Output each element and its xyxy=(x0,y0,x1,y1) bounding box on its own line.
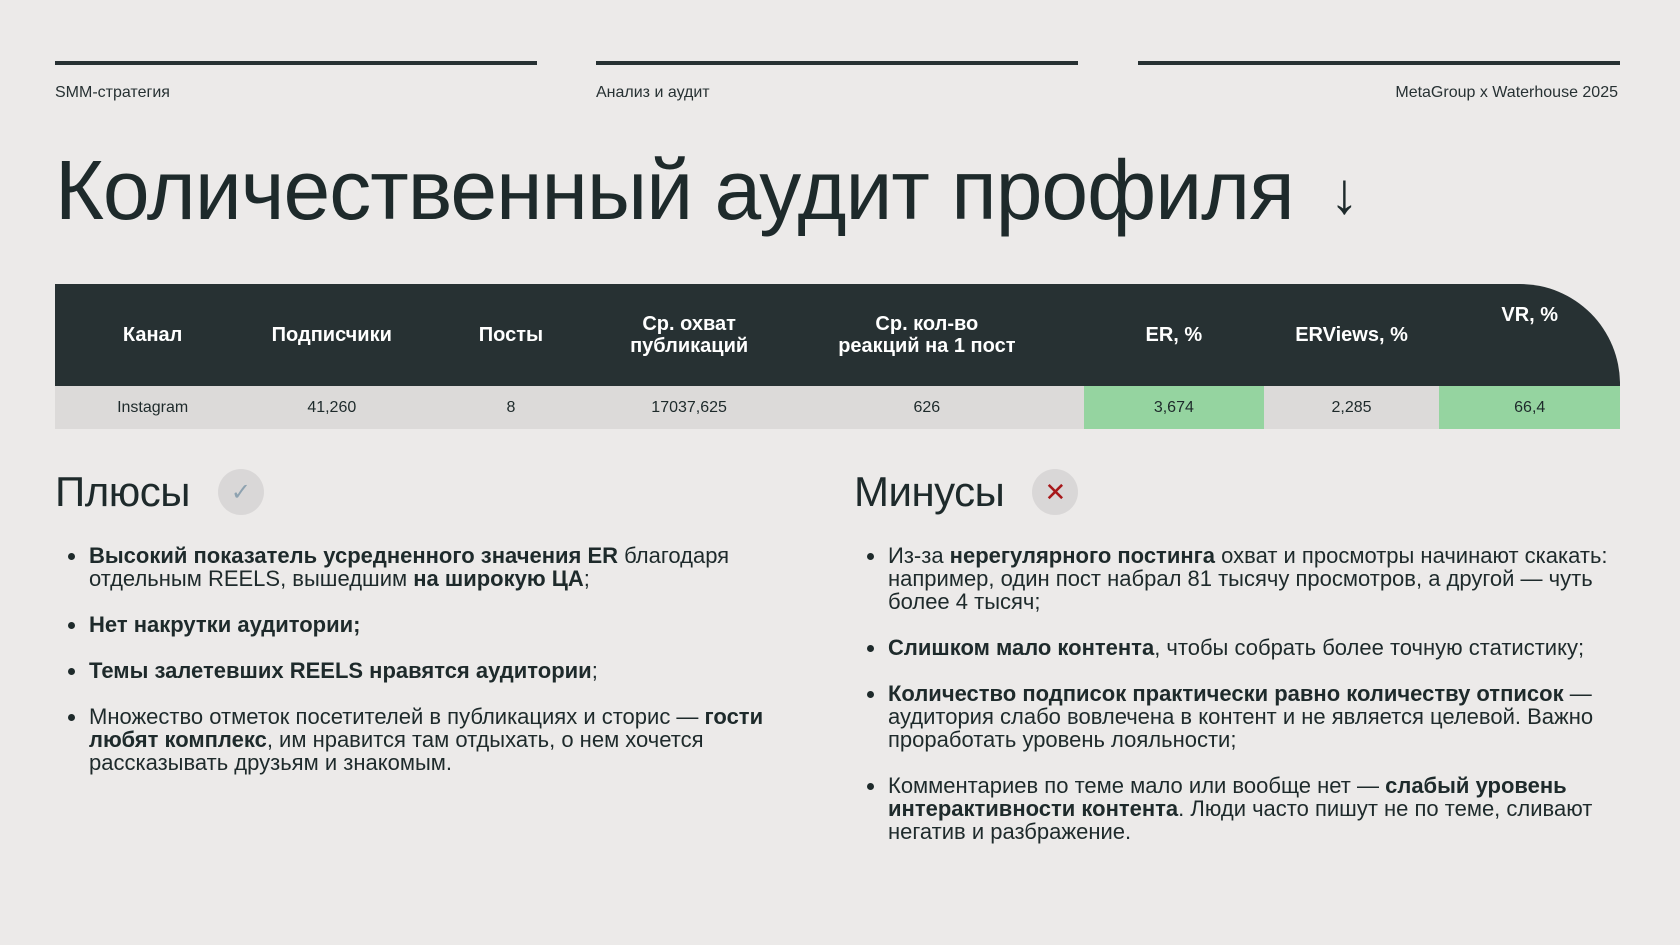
cell-posts: 8 xyxy=(506,398,516,416)
list-item xyxy=(854,636,1644,659)
col-header-subscribers: Подписчики xyxy=(271,324,392,346)
cons-title: Минусы xyxy=(854,468,1005,515)
header-right-label: MetaGroup x Waterhouse 2025 xyxy=(1395,84,1618,101)
list-item xyxy=(854,544,1644,613)
cons-badge xyxy=(1032,469,1078,515)
header-left-label: SMM-стратегия xyxy=(55,84,170,101)
list-item-text: на широкую ЦА xyxy=(413,566,584,591)
list-item-text: гости любят комплекс xyxy=(89,704,764,752)
cell-vr: 66,4 xyxy=(1439,386,1620,429)
list-item-text: Слишком мало контента xyxy=(888,635,1155,660)
pros-header xyxy=(55,468,815,516)
list-item-text: , им нравится там отдыхать, о нем хочется рассказывать друзьям и знакомым. xyxy=(89,727,704,775)
arrow-down-icon: ↓ xyxy=(1329,161,1358,226)
list-item xyxy=(55,544,815,590)
list-item xyxy=(55,659,815,682)
table-row xyxy=(55,386,1620,429)
table-header xyxy=(55,284,1620,386)
col-header-vr: VR, % xyxy=(1501,304,1559,326)
list-item-text: охват и просмотры начинают скакать: например, один пост набрал 81 тысячу просмотров, а другой — чуть более 4 тысяч; xyxy=(888,543,1608,614)
list-item xyxy=(55,613,815,636)
list-item-text: Высокий показатель усредненного значения ER xyxy=(89,543,619,568)
header-center-label: Анализ и аудит xyxy=(596,84,710,101)
cons-section xyxy=(854,468,1644,844)
cons-list xyxy=(854,544,1644,866)
list-item-text: , чтобы собрать более точную статистику; xyxy=(1154,635,1585,660)
page-title xyxy=(55,143,1358,237)
col-header-avg-reach: Ср. охват публикаций xyxy=(630,313,749,357)
cross-icon: ✕ xyxy=(1044,476,1067,507)
cell-channel: Instagram xyxy=(117,398,189,416)
list-item-text: Множество отметок посетителей в публикациях и сторис — xyxy=(89,704,705,729)
list-item-text: — аудитория слабо вовлечена в контент и не является целевой. Важно проработать уровень лояльности; xyxy=(888,681,1594,752)
list-item-text: . Люди часто пишут не по теме, сливают негатив и разбражение. xyxy=(888,796,1593,844)
list-item-text: ; xyxy=(583,566,590,591)
list-item xyxy=(854,774,1644,843)
col-header-channel: Канал xyxy=(122,324,183,346)
col-header-posts: Посты xyxy=(478,324,544,346)
pros-badge xyxy=(218,469,264,515)
list-item-text: Комментариев по теме мало или вообще нет — xyxy=(888,773,1386,798)
col-header-er: ER, % xyxy=(1145,324,1203,346)
page-title-text: Количественный аудит профиля xyxy=(55,143,1294,237)
cell-er: 3,674 xyxy=(1084,386,1264,429)
header-rule-right xyxy=(1138,61,1620,65)
pros-list xyxy=(55,544,815,797)
list-item-text: нерегулярного постинга xyxy=(949,543,1216,568)
pros-section xyxy=(55,468,815,775)
list-item-text: Нет накрутки аудитории; xyxy=(89,612,361,637)
check-icon: ✓ xyxy=(230,478,251,506)
audit-table xyxy=(55,284,1620,429)
col-header-erviews: ERViews, % xyxy=(1295,324,1408,346)
header-rule-left xyxy=(55,61,537,65)
col-header-avg-reactions: Ср. кол-во реакций на 1 пост xyxy=(838,313,1016,357)
list-item-text: Количество подписок практически равно количеству отписок xyxy=(888,681,1564,706)
list-item xyxy=(55,705,815,774)
cell-erviews: 2,285 xyxy=(1331,398,1372,416)
list-item xyxy=(854,682,1644,751)
pros-title: Плюсы xyxy=(55,468,190,515)
cell-subscribers: 41,260 xyxy=(307,398,357,416)
cell-avg-reach: 17037,625 xyxy=(651,398,727,416)
list-item-text: благодаря отдельным REELS, вышедшим xyxy=(89,543,730,591)
list-item-text: ; xyxy=(591,658,598,683)
cell-avg-reactions: 626 xyxy=(913,398,941,416)
header-rule-center xyxy=(596,61,1078,65)
list-item-text: Из-за xyxy=(888,543,950,568)
list-item-text: Темы залетевших REELS нравятся аудитории xyxy=(89,658,592,683)
cons-header xyxy=(854,468,1644,516)
list-item-text: слабый уровень интерактивности контента xyxy=(888,773,1567,821)
